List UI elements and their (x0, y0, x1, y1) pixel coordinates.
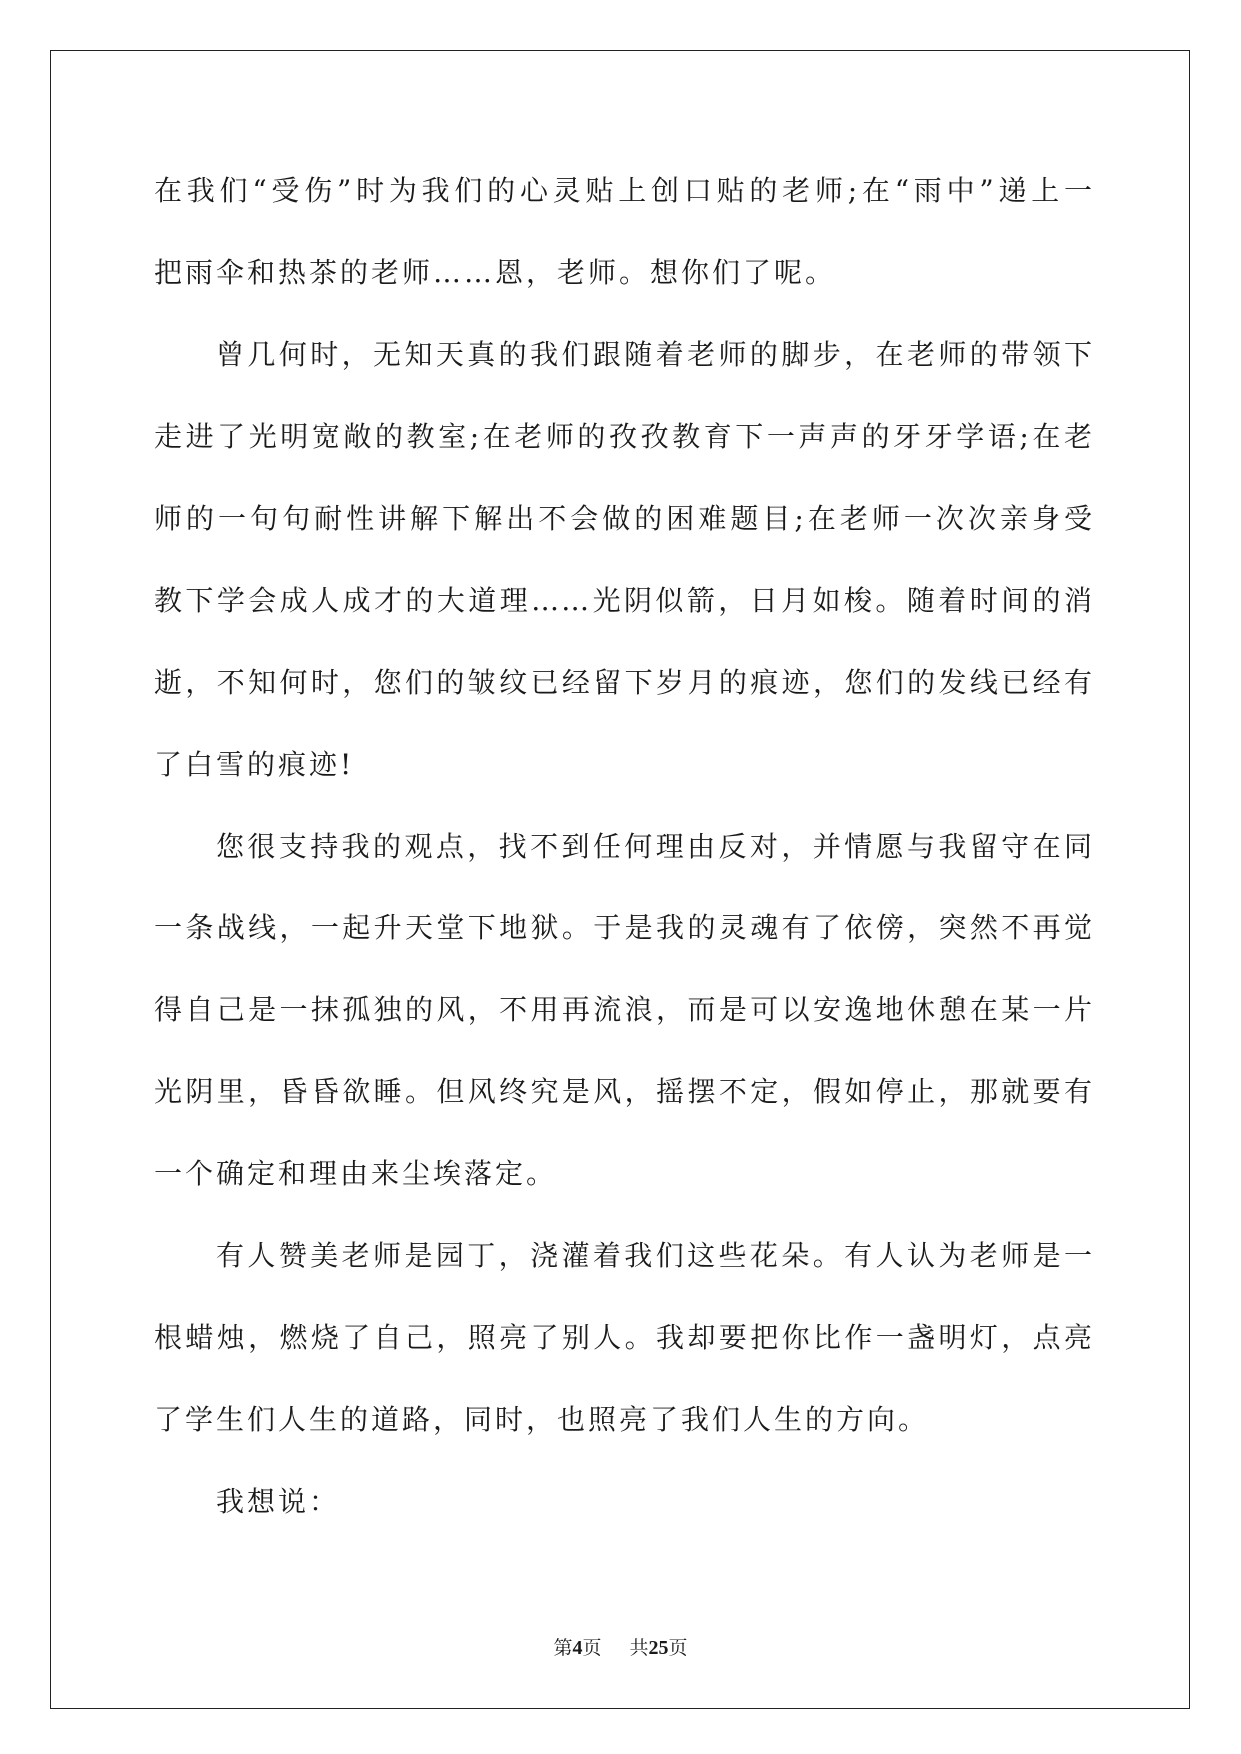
text-line: 曾几何时，无知天真的我们跟随着老师的脚步，在老师的带领下 (216, 337, 1094, 371)
text-line: 一个确定和理由来尘埃落定。 (154, 1157, 558, 1191)
page-footer (0, 1634, 1241, 1662)
text-line: 师的一句句耐性讲解下解出不会做的困难题目;在老师一次次亲身受 (154, 501, 1094, 535)
page-prefix: 第 (553, 1637, 573, 1659)
text-line: 教下学会成人成才的大道理……光阴似箭，日月如梭。随着时间的消 (154, 583, 1094, 617)
text-line: 有人赞美老师是园丁，浇灌着我们这些花朵。有人认为老师是一 (216, 1239, 1094, 1273)
text-line: 根蜡烛，燃烧了自己，照亮了别人。我却要把你比作一盏明灯，点亮 (154, 1321, 1094, 1355)
page-indicator (553, 1637, 607, 1659)
paragraph (154, 150, 1094, 314)
text-line: 得自己是一抹孤独的风，不用再流浪，而是可以安逸地休憩在某一片 (154, 993, 1094, 1027)
text-line: 一条战线，一起升天堂下地狱。于是我的灵魂有了依傍，突然不再觉 (154, 911, 1094, 945)
text-line: 了学生们人生的道路，同时，也照亮了我们人生的方向。 (154, 1403, 930, 1437)
text-line: 我想说： (216, 1485, 341, 1518)
total-pages-indicator (630, 1637, 688, 1659)
document-body (154, 150, 1094, 1543)
paragraph (154, 314, 1094, 806)
text-line: 光阴里，昏昏欲睡。但风终究是风，摇摆不定，假如停止，那就要有 (154, 1075, 1094, 1109)
text-line: 在我们“受伤”时为我们的心灵贴上创口贴的老师;在“雨中”递上一 (154, 174, 1094, 207)
text-line: 走进了光明宽敞的教室;在老师的孜孜教育下一声声的牙牙学语;在老 (154, 419, 1094, 453)
paragraph (154, 1215, 1094, 1461)
paragraph (154, 806, 1094, 1216)
total-pages-number: 25 (648, 1637, 669, 1659)
text-line: 您很支持我的观点，找不到任何理由反对，并情愿与我留守在同 (216, 829, 1094, 863)
text-line: 了白雪的痕迹! (154, 747, 355, 781)
text-line: 逝，不知何时，您们的皱纹已经留下岁月的痕迹，您们的发线已经有 (154, 665, 1094, 699)
page-number: 4 (572, 1637, 583, 1659)
text-line: 把雨伞和热茶的老师……恩，老师。想你们了呢。 (154, 255, 837, 289)
paragraph (154, 1461, 1094, 1543)
total-suffix: 页 (668, 1637, 688, 1659)
total-prefix: 共 (629, 1637, 649, 1659)
page-suffix: 页 (582, 1637, 602, 1659)
